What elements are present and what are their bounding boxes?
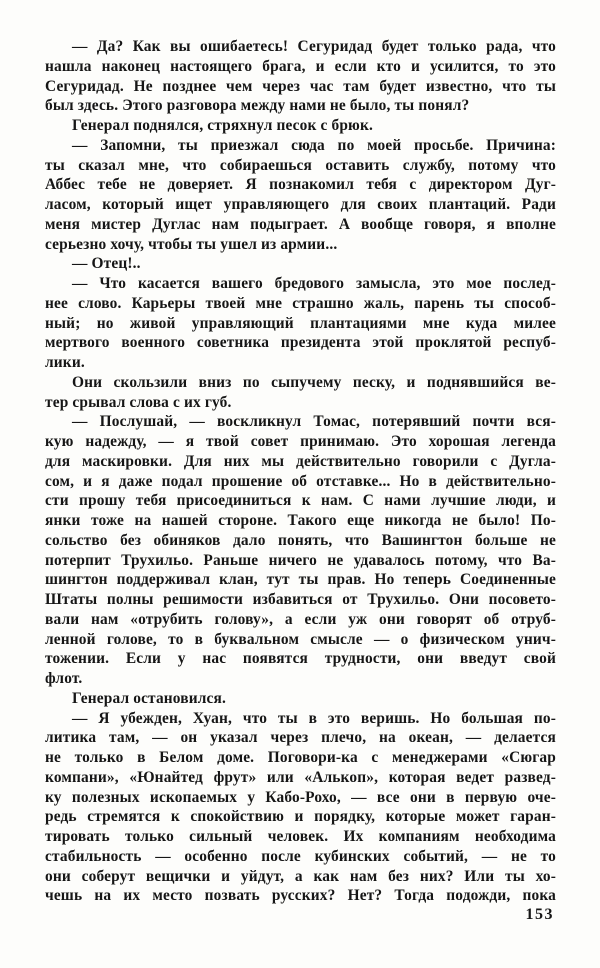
text-line: Аббес тебе не доверяет. Я познакомил тебя с директором Дуг-	[45, 176, 556, 194]
text-line: сом, и я даже подал прошение об отставке... Но в действительно-	[45, 472, 556, 490]
text-line: — Что касается вашего бредового замысла, это мое послед-	[72, 275, 556, 292]
text-line: тожении. Если у нас появятся трудности, они введут свой	[45, 650, 556, 668]
text-line: тер срывал слова с их губ.	[45, 393, 232, 411]
text-line: для маскировки. Для них мы действительно говорили с Дугла-	[45, 452, 556, 470]
text-line: — Отец!..	[72, 255, 141, 273]
text-line: тировать только сильный человек. Их компаниям необходима	[45, 828, 556, 845]
text-line: Штаты полны решимости избавиться от Трухильо. Они посовето-	[45, 591, 556, 608]
text-line: серьезно хочу, чтобы ты ушел из армии...	[45, 235, 338, 253]
text-line: компани», «Юнайтед фрут» или «Алькоп», которая ведет развед-	[45, 768, 556, 786]
text-line: Генерал поднялся, стряхнул песок с брюк.	[72, 117, 373, 134]
text-line: сольство без обиняков дало понять, что Вашингтон больше не	[45, 531, 556, 549]
text-line: нее слово. Карьеры твоей мне страшно жаль, парень ты способ-	[45, 294, 556, 312]
text-line: — Запомни, ты приезжал сюда по моей просьбе. Причина:	[72, 136, 556, 154]
text-line: нашла наконец настоящего брага, и если кто и усилится, то это	[45, 57, 556, 75]
text-line: вали нам «отрубить голову», а если уж они говорят об отруб-	[45, 610, 556, 628]
page-number: 153	[525, 906, 554, 923]
text-line: был здесь. Этого разговора между нами не было, ты понял?	[45, 97, 470, 115]
text-line: кую надежду, — я твой совет принимаю. Это хорошая легенда	[45, 433, 556, 450]
text-line: Они скользили вниз по сыпучему песку, и поднявшийся ве-	[72, 373, 556, 391]
paragraph	[45, 689, 556, 709]
paragraph	[45, 37, 556, 116]
text-line: Генерал остановился.	[72, 689, 226, 707]
paragraph	[45, 136, 556, 255]
text-line: ты сказал мне, что собираешься оставить службу, потому что	[45, 156, 556, 174]
paragraph	[45, 412, 556, 689]
text-line: — Я убежден, Хуан, что ты в это веришь. Но большая по-	[72, 709, 556, 727]
text-line: сти прошу тебя присоединиться к нам. С нами лучшие люди, и	[45, 492, 556, 510]
text-block	[45, 37, 556, 906]
paragraph	[45, 254, 556, 274]
text-line: флот.	[45, 670, 83, 687]
paragraph	[45, 373, 556, 413]
text-line: лики.	[45, 354, 85, 371]
text-line: потерпит Трухильо. Раньше ничего не удавалось потому, что Ва-	[45, 551, 556, 569]
text-line: они соберут вещички и уйдут, а как нам без них? Или ты хо-	[45, 867, 556, 885]
text-line: стабильность — особенно после кубинских событий, — не то	[45, 847, 556, 865]
text-line: мертвого военного советника президента этой проклятой респуб-	[45, 334, 556, 352]
paragraph	[45, 116, 556, 136]
text-line: ный; но живой управляющий плантациями мне куда милее	[45, 314, 556, 332]
text-line: — Послушай, — воскликнул Томас, потерявший почти вся-	[72, 413, 556, 431]
text-line: ленной голове, то в буквальном смысле — о физическом унич-	[45, 630, 556, 648]
text-line: — Да? Как вы ошибаетесь! Сегуридад будет только рада, что	[72, 38, 556, 55]
text-line: ласом, который ищет управляющего для своих плантаций. Ради	[45, 196, 556, 213]
text-line: чешь на их место позвать русских? Нет? Тогда подожди, пока	[45, 887, 556, 905]
text-line: не только в Белом доме. Поговори-ка с менеджерами «Сюгар	[45, 749, 556, 766]
text-line: янки тоже на нашей стороне. Такого еще никогда не было! По-	[45, 512, 556, 529]
text-line: шингтон поддерживал клан, тут ты прав. Но теперь Соединенные	[45, 571, 556, 589]
paragraph	[45, 274, 556, 373]
paragraph	[45, 709, 556, 907]
text-line: ку полезных ископаемых у Кабо-Рохо, — все они в первую оче-	[45, 788, 556, 806]
text-line: Сегуридад. Не позднее чем через час там будет известно, что ты	[45, 77, 556, 95]
text-line: редь стремятся к спокойствию и порядку, которые может гаран-	[45, 808, 556, 826]
text-line: меня мистер Дуглас нам подыграет. А вообще говоря, я вполне	[45, 215, 556, 233]
text-line: литика там, — он указал через плечо, на океан, — делается	[45, 729, 556, 747]
